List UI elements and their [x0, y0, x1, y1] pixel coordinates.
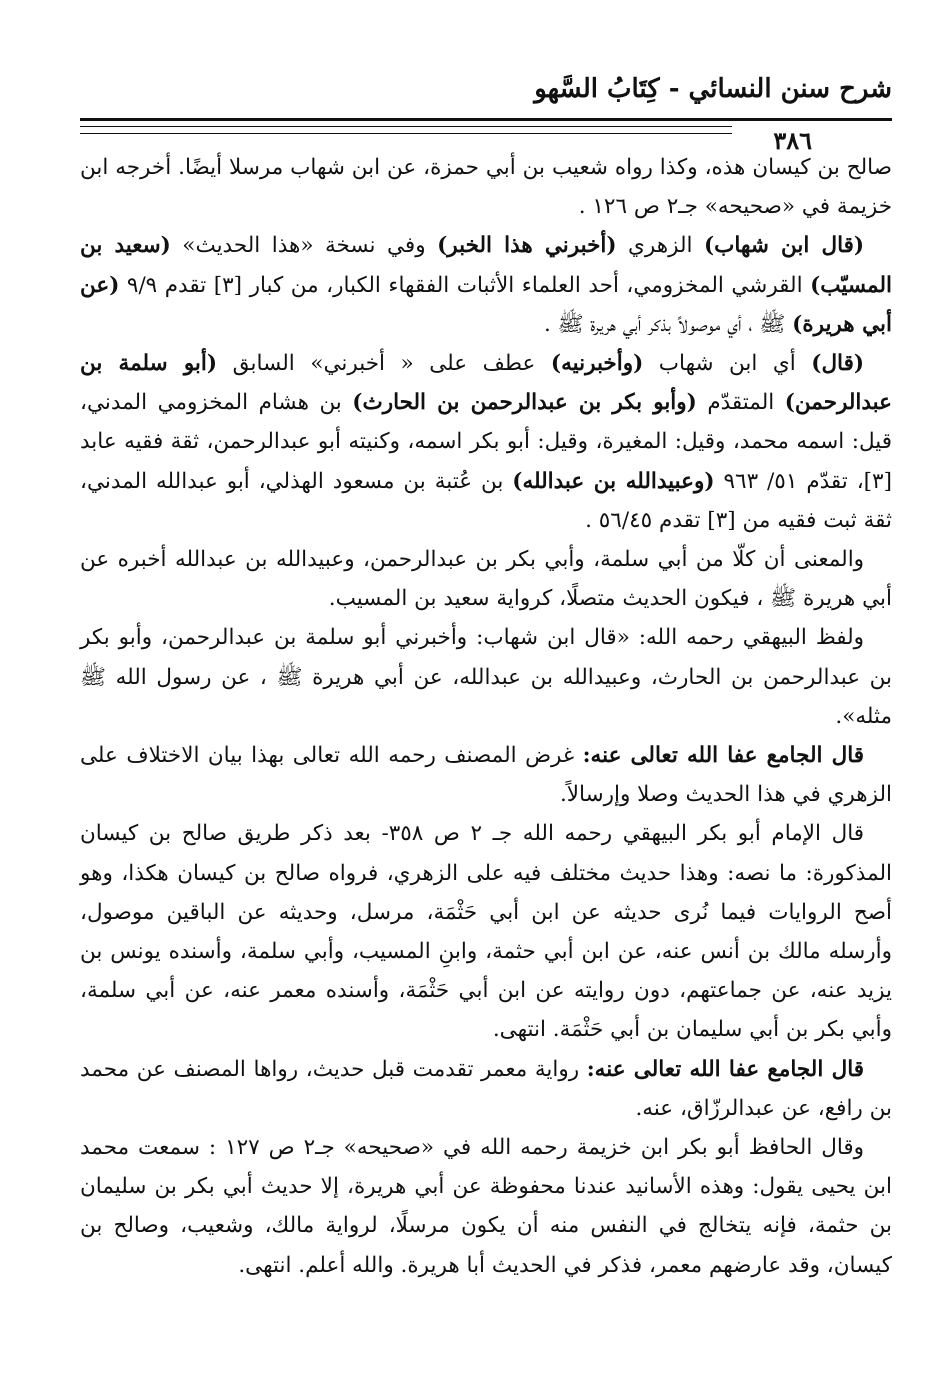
page-header: [80, 68, 892, 155]
text-span: بن عُتبة بن مسعود الهذلي، أبو عبدالله المدني، ثقة ثبت فقيه من [٣] تقدم ٥٦/٤٥ .: [80, 468, 892, 533]
paragraph-p2: [80, 226, 892, 344]
text-span: بن هشام المخزومي المدني، قيل: اسمه محمد، وقيل: المغيرة، وقيل: أبو بكر اسمه، وكنيته أبو عبدالرحمن، ثقة فقيه عابد [٣]، تقدّم ٥١/ ٩٦٣: [80, 390, 892, 494]
bold-span: (وأخبرنيه): [550, 351, 644, 377]
text-span: عطف على « أخبرني» السابق: [217, 351, 551, 377]
text-span: أي ابن شهاب: [643, 351, 812, 377]
text-span: ﷺ ، أي موصولاً بذكر أبي هريرة ﷺ .: [544, 311, 793, 337]
paragraph-p8: [80, 1050, 892, 1128]
paragraph-p7: قال الإمام أبو بكر البيهقي رحمه الله جـ ٢ ص ٣٥٨- بعد ذكر طريق صالح بن كيسان المذكورة: ما نصه: وهذا حديث مختلف فيه على الزهري، فرواه صالح بن كيسان هكذا، وهو أصح الروايات فيما نُرى حديثه عن ابن أبي حَثْمَة، مرسل، وحديثه عن الباقين موصول، وأرسله مالك بن أنس عنه، عن ابن أبي حثمة، وابنِ المسيب، وأبي سلمة، وأسنده يونس بن يزيد عنه، عن جماعتهم، دون روايته عن ابن أبي حَثْمَة، وأسنده معمر عنه، عن أبي سلمة، وأبي بكر بن أبي سليمان بن أبي حَثْمَة. انتهى.: [80, 821, 892, 1043]
paragraph-p4: والمعنى أن كلّا من أبي سلمة، وأبي بكر بن عبدالرحمن، وعبيدالله بن عبدالله أخبره عن أبي هريرة ﷺ ، فيكون الحديث متصلًا، كرواية سعيد بن المسيب.: [80, 547, 892, 612]
text-span: المتقدّم: [696, 390, 785, 416]
body-text: [80, 148, 892, 1285]
header-double-rule: [80, 126, 732, 134]
bold-span: (أخبرني هذا الخبر): [437, 233, 617, 259]
bold-span: (أبو سلمة بن عبدالرحمن): [80, 351, 892, 416]
header-rule: [80, 118, 892, 121]
bold-span: (وعبيدالله بن عبدالله): [512, 468, 715, 494]
page-number: ٣٨٦: [763, 126, 822, 155]
text-span: غرض المصنف رحمه الله تعالى بهذا بيان الاختلاف على الزهري في هذا الحديث وصلا وإرسالاً.: [80, 743, 892, 808]
paragraph-p6: [80, 736, 892, 814]
text-span: الزهري: [616, 233, 704, 259]
paragraph-p9: وقال الحافظ أبو بكر ابن خزيمة رحمه الله في «صحيحه» جـ٢ ص ١٢٧ : سمعت محمد ابن يحيى يقول: وهذه الأسانيد عندنا محفوظة عن أبي هريرة، إلا حديث أبي بكر بن سليمان بن حثمة، فإنه يتخالج في النفس منه أن يكون مرسلًا، لرواية مالك، وشعيب، وصالح بن كيسان، وقد عارضهم معمر، فذكر في الحديث أبا هريرة. والله أعلم. انتهى.: [80, 1135, 892, 1278]
text-span: وفي نسخة «هذا الحديث»: [170, 233, 438, 259]
paragraph-p1: صالح بن كيسان هذه، وكذا رواه شعيب بن أبي حمزة، عن ابن شهاب مرسلا أيضًا. أخرجه ابن خزيمة في «صحيحه» جـ٢ ص ١٢٦ .: [80, 155, 892, 220]
book-page: [80, 40, 892, 1340]
bold-span: قال الجامع عفا الله تعالى عنه:: [586, 1056, 865, 1082]
bold-span: (قال ابن شهاب): [703, 233, 865, 259]
bold-span: (سعيد بن المسيّب): [80, 233, 892, 298]
bold-span: (عن أبي هريرة): [80, 272, 892, 337]
text-span: رواية معمر تقدمت قبل حديث، رواها المصنف عن محمد بن رافع، عن عبدالرزّاق، عنه.: [80, 1056, 892, 1121]
text-span: القرشي المخزومي، أحد العلماء الأثبات الفقهاء الكبار، من كبار [٣] تقدم ٩/٩: [119, 272, 811, 298]
paragraph-p3: [80, 344, 892, 540]
bold-span: قال الجامع عفا الله تعالى عنه:: [582, 743, 865, 769]
running-title: شرح سنن النسائي - كِتَابُ السَّهو: [534, 74, 892, 104]
bold-span: (وأبو بكر بن عبدالرحمن بن الحارث): [352, 390, 697, 416]
paragraph-p5: ولفظ البيهقي رحمه الله: «قال ابن شهاب: وأخبرني أبو سلمة بن عبدالرحمن، وأبو بكر بن عبدالرحمن بن الحارث، وعبيدالله بن عبدالله، عن أبي هريرة ﷺ ، عن رسول الله ﷺ مثله».: [80, 625, 892, 729]
bold-span: (قال): [811, 351, 865, 377]
